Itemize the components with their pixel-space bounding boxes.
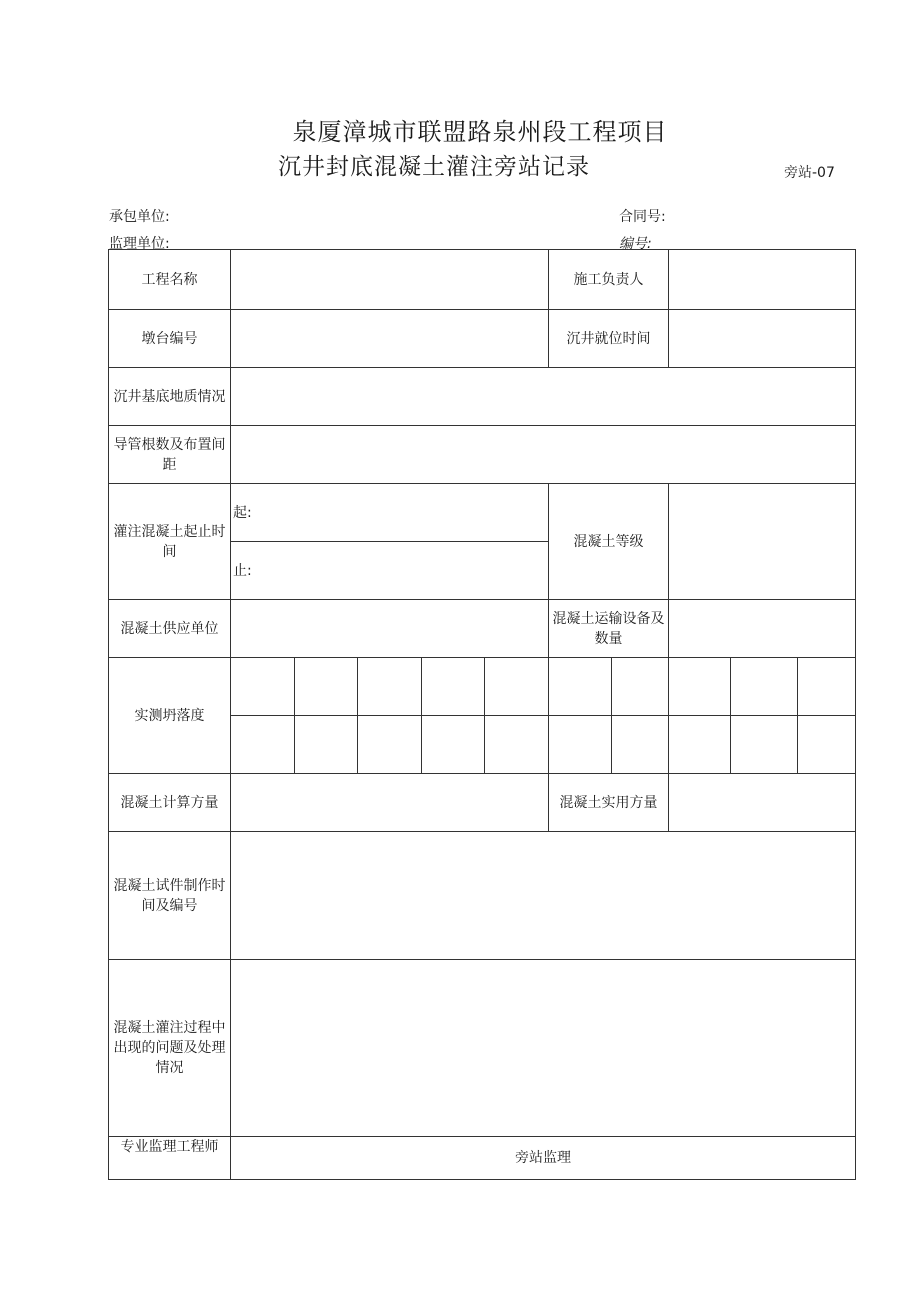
- geology-label: 沉井基底地质情况: [109, 368, 231, 426]
- actual-volume-label: 混凝土实用方量: [549, 774, 669, 832]
- slump-cell[interactable]: [798, 716, 856, 774]
- form-number: 旁站-07: [784, 165, 835, 181]
- transport-label: 混凝土运输设备及数量: [549, 600, 669, 658]
- pour-start-field[interactable]: [231, 484, 549, 542]
- slump-cell[interactable]: [612, 716, 669, 774]
- slump-cell[interactable]: [731, 658, 798, 716]
- concrete-grade-field[interactable]: [669, 484, 856, 600]
- slump-label: 实测坍落度: [109, 658, 231, 774]
- pour-time-label: 灌注混凝土起止时间: [109, 484, 231, 600]
- onsite-supervisor-label: 旁站监理: [515, 1150, 571, 1166]
- document-subtitle: 沉井封底混凝土灌注旁站记录: [278, 154, 590, 180]
- slump-cell[interactable]: [358, 716, 422, 774]
- calc-volume-field[interactable]: [231, 774, 549, 832]
- slump-cell[interactable]: [231, 716, 295, 774]
- calc-volume-label: 混凝土计算方量: [109, 774, 231, 832]
- slump-cell[interactable]: [422, 658, 485, 716]
- code-label: 编号:: [619, 236, 652, 252]
- supplier-label: 混凝土供应单位: [109, 600, 231, 658]
- slump-cell[interactable]: [549, 658, 612, 716]
- slump-cell[interactable]: [731, 716, 798, 774]
- concrete-grade-label: 混凝土等级: [549, 484, 669, 600]
- pour-end-label: 止:: [233, 562, 252, 579]
- supplier-field[interactable]: [231, 600, 549, 658]
- actual-volume-field[interactable]: [669, 774, 856, 832]
- caisson-time-field[interactable]: [669, 310, 856, 368]
- slump-cell[interactable]: [295, 716, 358, 774]
- construction-lead-field[interactable]: [669, 250, 856, 310]
- specimen-field[interactable]: [231, 832, 856, 960]
- pipes-label: 导管根数及布置间距: [109, 426, 231, 484]
- issues-label: 混凝土灌注过程中出现的问题及处理情况: [109, 960, 231, 1137]
- specimen-label: 混凝土试件制作时间及编号: [109, 832, 231, 960]
- engineer-label: 专业监理工程师: [109, 1137, 231, 1180]
- slump-cell[interactable]: [358, 658, 422, 716]
- pier-number-label: 墩台编号: [109, 310, 231, 368]
- geology-field[interactable]: [231, 368, 856, 426]
- pour-start-label: 起:: [233, 504, 252, 521]
- pier-number-field[interactable]: [231, 310, 549, 368]
- construction-lead-label: 施工负责人: [549, 250, 669, 310]
- slump-cell[interactable]: [231, 658, 295, 716]
- supervisor-label: 监理单位:: [109, 236, 170, 252]
- pipes-field[interactable]: [231, 426, 856, 484]
- project-name-field[interactable]: [231, 250, 549, 310]
- contractor-label: 承包单位:: [109, 209, 170, 225]
- pour-end-field[interactable]: [231, 542, 549, 600]
- slump-cell[interactable]: [669, 716, 731, 774]
- issues-field[interactable]: [231, 960, 856, 1137]
- slump-cell[interactable]: [549, 716, 612, 774]
- slump-cell[interactable]: [798, 658, 856, 716]
- record-table: [108, 249, 856, 1180]
- slump-cell[interactable]: [485, 716, 549, 774]
- slump-cell[interactable]: [612, 658, 669, 716]
- slump-cell[interactable]: [422, 716, 485, 774]
- caisson-time-label: 沉井就位时间: [549, 310, 669, 368]
- slump-cell[interactable]: [669, 658, 731, 716]
- engineer-field[interactable]: [231, 1137, 856, 1180]
- document-title: 泉厦漳城市联盟路泉州段工程项目: [292, 118, 668, 146]
- transport-field[interactable]: [669, 600, 856, 658]
- contract-number-label: 合同号:: [619, 209, 666, 225]
- slump-cell[interactable]: [485, 658, 549, 716]
- slump-cell[interactable]: [295, 658, 358, 716]
- project-name-label: 工程名称: [109, 250, 231, 310]
